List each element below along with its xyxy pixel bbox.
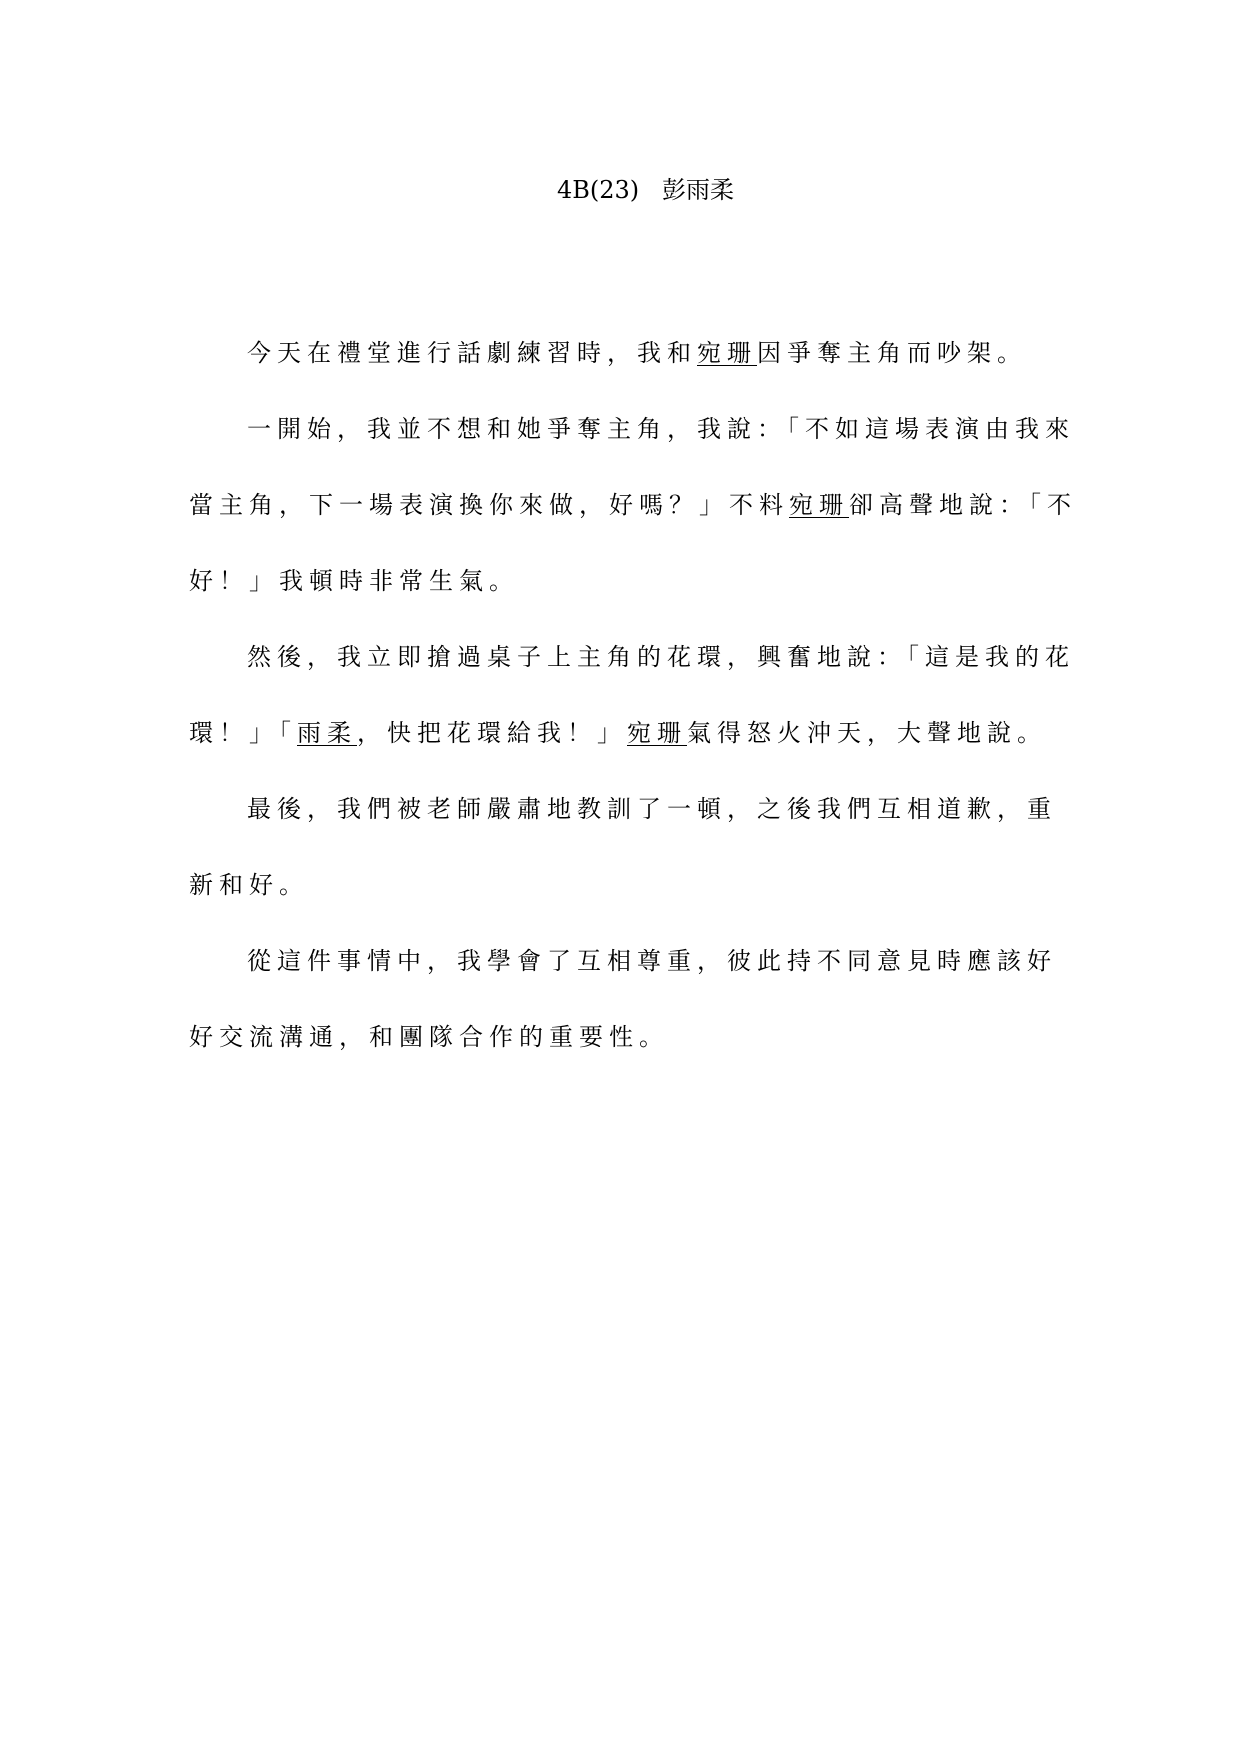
essay-line xyxy=(189,695,1047,771)
name-underlined: 宛珊 xyxy=(627,719,687,747)
text-segment: 當主角，下一場表演換你來做，好嗎？」不料 xyxy=(189,491,789,519)
essay-line xyxy=(189,999,669,1075)
text-segment: 環！」「 xyxy=(189,719,297,747)
essay-line xyxy=(189,467,1077,543)
text-segment: ，快把花環給我！」 xyxy=(357,719,627,747)
text-segment: 一開始，我並不想和她爭奪主角，我說：「不如這場表演由我來 xyxy=(247,415,1075,443)
name-underlined: 雨柔 xyxy=(297,719,357,747)
text-segment: 今天在禮堂進行話劇練習時，我和 xyxy=(247,339,697,367)
name-underlined: 宛珊 xyxy=(697,339,757,367)
text-segment: 新和好。 xyxy=(189,871,309,899)
text-segment: 因爭奪主角而吵架。 xyxy=(757,339,1027,367)
text-segment: 氣得怒火沖天，大聲地說。 xyxy=(687,719,1047,747)
document-title: 4B(23) 彭雨柔 xyxy=(556,176,735,204)
text-segment: 好交流溝通，和團隊合作的重要性。 xyxy=(189,1023,669,1051)
name-underlined: 宛珊 xyxy=(789,491,849,519)
essay-line xyxy=(189,847,309,923)
text-segment: 最後，我們被老師嚴肅地教訓了一頓，之後我們互相道歉，重 xyxy=(247,795,1057,823)
text-segment: 好！」我頓時非常生氣。 xyxy=(189,567,519,595)
essay-line xyxy=(189,543,519,619)
essay-line xyxy=(247,391,1075,467)
text-segment: 卻高聲地說：「不 xyxy=(849,491,1077,519)
text-segment: 然後，我立即搶過桌子上主角的花環，興奮地說：「這是我的花 xyxy=(247,643,1075,671)
essay-line xyxy=(247,923,1057,999)
essay-line xyxy=(247,619,1075,695)
text-segment: 從這件事情中，我學會了互相尊重，彼此持不同意見時應該好 xyxy=(247,947,1057,975)
essay-line xyxy=(247,771,1057,847)
essay-line xyxy=(247,315,1027,391)
